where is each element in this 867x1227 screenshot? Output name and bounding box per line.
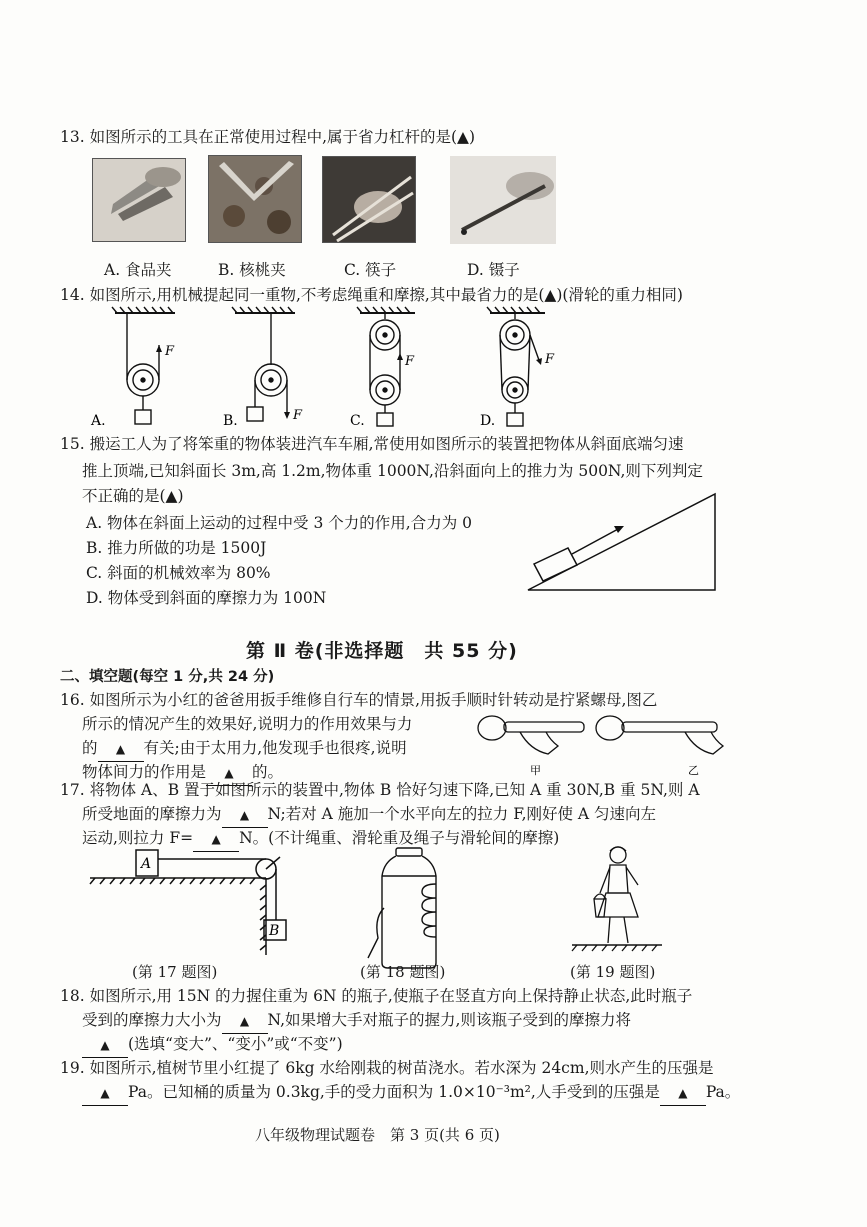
nutcracker-photo <box>208 155 302 243</box>
q14-stem: 14. 如图所示,用机械提起同一重物,不考虑绳重和摩擦,其中最省力的是(▲)(滑轮的重力相同) <box>60 286 683 304</box>
fig19-caption: (第 19 题图) <box>570 963 656 981</box>
fig17-pulley-table <box>90 845 300 955</box>
q15-option-b: B. 推力所做的功是 1500J <box>86 539 267 557</box>
fig18-caption: (第 18 题图) <box>360 963 446 981</box>
q15-line3: 不正确的是(▲) <box>82 487 184 505</box>
q17-blank-1: ▲ <box>222 802 268 828</box>
q16-fig-label-yi: 乙 <box>688 764 699 777</box>
q19-blank-2: ▲ <box>660 1080 706 1106</box>
wrench-diagram <box>470 708 740 778</box>
q16-line3: 的 ▲ 有关;由于太用力,他发现手也很疼,说明 <box>82 736 407 762</box>
q14-force-a: F <box>165 344 175 359</box>
q13-option-c: C. 筷子 <box>344 261 397 279</box>
part2-title: 第 Ⅱ 卷(非选择题 共 55 分) <box>246 640 518 662</box>
q19-blank-1: ▲ <box>82 1080 128 1106</box>
q13-option-b: B. 核桃夹 <box>218 261 286 279</box>
pulley-diagrams <box>85 305 785 435</box>
q17-line1: 17. 将物体 A、B 置于如图所示的装置中,物体 B 恰好匀速下降,已知 A 重 30N,B 重 5N,则 A <box>60 781 700 799</box>
q17-line2: 所受地面的摩擦力为 ▲ N;若对 A 施加一个水平向左的拉力 F,刚好使 A 匀速向左 <box>82 802 656 828</box>
q19-line2: ▲ Pa。已知桶的质量为 0.3kg,手的受力面积为 1.0×10⁻³m²,人手受到的压强是 ▲ Pa。 <box>82 1080 740 1106</box>
q17-line3: 运动,则拉力 F= ▲ N。(不计绳重、滑轮重及绳子与滑轮间的摩擦) <box>82 826 559 852</box>
q18-blank-1: ▲ <box>222 1008 268 1034</box>
q14-label-d: D. <box>480 413 496 429</box>
q18-line1: 18. 如图所示,用 15N 的力握住重为 6N 的瓶子,使瓶子在竖直方向上保持静止状态,此时瓶子 <box>60 987 693 1005</box>
q16-line4: 物体间力的作用是 ▲ 的。 <box>82 760 283 786</box>
fig17-block-b: B <box>269 923 280 939</box>
q18-blank-2: ▲ <box>82 1032 128 1058</box>
q13-option-d: D. 镊子 <box>467 261 520 279</box>
q14-force-d: F <box>545 352 555 367</box>
tweezers-photo <box>450 156 556 244</box>
q18-line2: 受到的摩擦力大小为 ▲ N,如果增大手对瓶子的握力,则该瓶子受到的摩擦力将 <box>82 1008 631 1034</box>
q13-stem: 13. 如图所示的工具在正常使用过程中,属于省力杠杆的是(▲) <box>60 128 476 146</box>
q16-line2: 所示的情况产生的效果好,说明力的作用效果与力 <box>82 715 413 733</box>
q15-line2: 推上顶端,已知斜面长 3m,高 1.2m,物体重 1000N,沿斜面向上的推力为 500N,则下列判定 <box>82 462 703 480</box>
q15-option-c: C. 斜面的机械效率为 80% <box>86 564 271 582</box>
q16-blank-1: ▲ <box>98 736 144 762</box>
q14-label-c: C. <box>350 413 365 429</box>
fig19-girl-bucket <box>572 845 662 955</box>
q14-label-a: A. <box>91 413 106 429</box>
q16-blank-2: ▲ <box>206 760 252 786</box>
q15-line1: 15. 搬运工人为了将笨重的物体装进汽车车厢,常使用如图所示的装置把物体从斜面底端匀速 <box>60 435 684 453</box>
q17-blank-2: ▲ <box>193 826 239 852</box>
q14-force-b: F <box>293 408 303 423</box>
fig17-caption: (第 17 题图) <box>132 963 218 981</box>
q19-line1: 19. 如图所示,植树节里小红提了 6kg 水给刚栽的树苗浇水。若水深为 24cm,则水产生的压强是 <box>60 1059 714 1077</box>
q14-force-c: F <box>405 354 415 369</box>
q16-fig-label-jia: 甲 <box>530 764 541 777</box>
section-title: 二、填空题(每空 1 分,共 24 分) <box>60 669 275 685</box>
q18-line3: ▲ (选填“变大”、“变小”或“不变”) <box>82 1032 343 1058</box>
q15-option-a: A. 物体在斜面上运动的过程中受 3 个力的作用,合力为 0 <box>86 514 472 532</box>
q13-option-a: A. 食品夹 <box>104 261 172 279</box>
incline-diagram <box>520 492 720 597</box>
food-tongs-photo <box>92 158 186 242</box>
fig18-hand-bottle <box>370 848 450 973</box>
page-footer: 八年级物理试题卷 第 3 页(共 6 页) <box>255 1126 500 1144</box>
q16-line1: 16. 如图所示为小红的爸爸用扳手维修自行车的情景,用扳手顺时针转动是拧紧螺母,图乙 <box>60 691 658 709</box>
q15-option-d: D. 物体受到斜面的摩擦力为 100N <box>86 589 327 607</box>
q14-label-b: B. <box>223 413 238 429</box>
fig17-block-a: A <box>141 856 152 872</box>
chopsticks-photo <box>322 156 416 243</box>
